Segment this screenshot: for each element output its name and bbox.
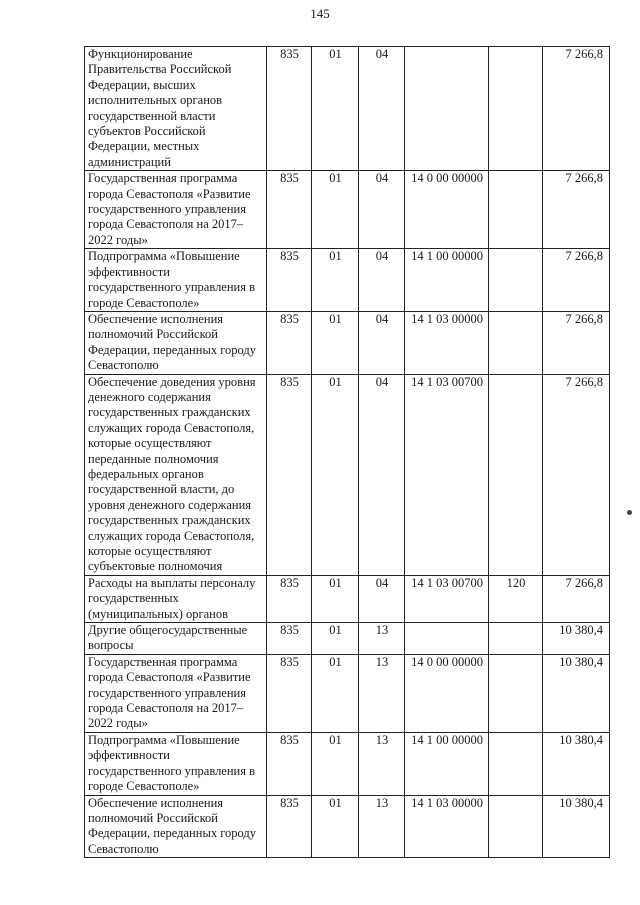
ved-code-cell: 835 [267, 795, 312, 858]
row-name-cell: Подпрограмма «Повышение эффективности государственного управления в городе Севастополе» [85, 732, 267, 795]
row-name-cell: Обеспечение доведения уровня денежного содержания государственных гражданских служащих города Севастополя, которые осуществляют переданные полномочия федеральных органов государственной власти, до уровня денежного содержания государственных гражданских служащих города Севастополя, которые осуществляют субъектовые полномочия [85, 374, 267, 575]
table-row [85, 575, 610, 622]
expense-type-cell [489, 47, 543, 171]
subsection-code-cell: 13 [359, 732, 405, 795]
section-code-cell: 01 [312, 374, 359, 575]
expense-type-cell [489, 654, 543, 732]
expense-type-cell [489, 623, 543, 655]
target-article-cell [405, 623, 489, 655]
row-name-cell: Другие общегосударственные вопросы [85, 623, 267, 655]
section-code-cell: 01 [312, 249, 359, 312]
table-row [85, 47, 610, 171]
row-name-cell: Обеспечение исполнения полномочий Российской Федерации, переданных городу Севастополю [85, 311, 267, 374]
table-row [85, 311, 610, 374]
expense-type-cell [489, 171, 543, 249]
amount-cell: 7 266,8 [543, 249, 610, 312]
section-code-cell: 01 [312, 311, 359, 374]
target-article-cell: 14 1 00 00000 [405, 732, 489, 795]
subsection-code-cell: 13 [359, 623, 405, 655]
target-article-cell: 14 1 03 00700 [405, 575, 489, 622]
expense-type-cell [489, 374, 543, 575]
target-article-cell: 14 1 03 00000 [405, 795, 489, 858]
budget-table [84, 46, 610, 858]
amount-cell: 7 266,8 [543, 311, 610, 374]
scan-artifact-dot [627, 510, 632, 515]
section-code-cell: 01 [312, 623, 359, 655]
amount-cell: 10 380,4 [543, 623, 610, 655]
section-code-cell: 01 [312, 575, 359, 622]
amount-cell: 10 380,4 [543, 654, 610, 732]
subsection-code-cell: 13 [359, 654, 405, 732]
table-row [85, 654, 610, 732]
ved-code-cell: 835 [267, 374, 312, 575]
ved-code-cell: 835 [267, 575, 312, 622]
section-code-cell: 01 [312, 171, 359, 249]
ved-code-cell: 835 [267, 732, 312, 795]
table-row [85, 732, 610, 795]
subsection-code-cell: 13 [359, 795, 405, 858]
amount-cell: 7 266,8 [543, 171, 610, 249]
ved-code-cell: 835 [267, 623, 312, 655]
table-row [85, 171, 610, 249]
table-row [85, 795, 610, 858]
expense-type-cell [489, 249, 543, 312]
expense-type-cell: 120 [489, 575, 543, 622]
subsection-code-cell: 04 [359, 311, 405, 374]
section-code-cell: 01 [312, 795, 359, 858]
expense-type-cell [489, 795, 543, 858]
target-article-cell: 14 0 00 00000 [405, 654, 489, 732]
budget-table-body [85, 47, 610, 858]
amount-cell: 7 266,8 [543, 47, 610, 171]
ved-code-cell: 835 [267, 311, 312, 374]
amount-cell: 10 380,4 [543, 732, 610, 795]
amount-cell: 7 266,8 [543, 374, 610, 575]
ved-code-cell: 835 [267, 654, 312, 732]
amount-cell: 7 266,8 [543, 575, 610, 622]
target-article-cell: 14 1 03 00000 [405, 311, 489, 374]
subsection-code-cell: 04 [359, 575, 405, 622]
target-article-cell: 14 1 00 00000 [405, 249, 489, 312]
target-article-cell [405, 47, 489, 171]
expense-type-cell [489, 732, 543, 795]
target-article-cell: 14 1 03 00700 [405, 374, 489, 575]
table-row [85, 249, 610, 312]
section-code-cell: 01 [312, 732, 359, 795]
subsection-code-cell: 04 [359, 47, 405, 171]
ved-code-cell: 835 [267, 47, 312, 171]
page-number: 145 [310, 6, 330, 21]
section-code-cell: 01 [312, 47, 359, 171]
ved-code-cell: 835 [267, 249, 312, 312]
row-name-cell: Государственная программа города Севастополя «Развитие государственного управления города Севастополя на 2017–2022 годы» [85, 654, 267, 732]
table-row [85, 374, 610, 575]
row-name-cell: Функционирование Правительства Российской Федерации, высших исполнительных органов государственной власти субъектов Российской Федерации, местных администраций [85, 47, 267, 171]
row-name-cell: Расходы на выплаты персоналу государственных (муниципальных) органов [85, 575, 267, 622]
table-row [85, 623, 610, 655]
row-name-cell: Государственная программа города Севастополя «Развитие государственного управления города Севастополя на 2017–2022 годы» [85, 171, 267, 249]
subsection-code-cell: 04 [359, 171, 405, 249]
row-name-cell: Обеспечение исполнения полномочий Российской Федерации, переданных городу Севастополю [85, 795, 267, 858]
section-code-cell: 01 [312, 654, 359, 732]
subsection-code-cell: 04 [359, 249, 405, 312]
ved-code-cell: 835 [267, 171, 312, 249]
row-name-cell: Подпрограмма «Повышение эффективности государственного управления в городе Севастополе» [85, 249, 267, 312]
subsection-code-cell: 04 [359, 374, 405, 575]
target-article-cell: 14 0 00 00000 [405, 171, 489, 249]
amount-cell: 10 380,4 [543, 795, 610, 858]
expense-type-cell [489, 311, 543, 374]
